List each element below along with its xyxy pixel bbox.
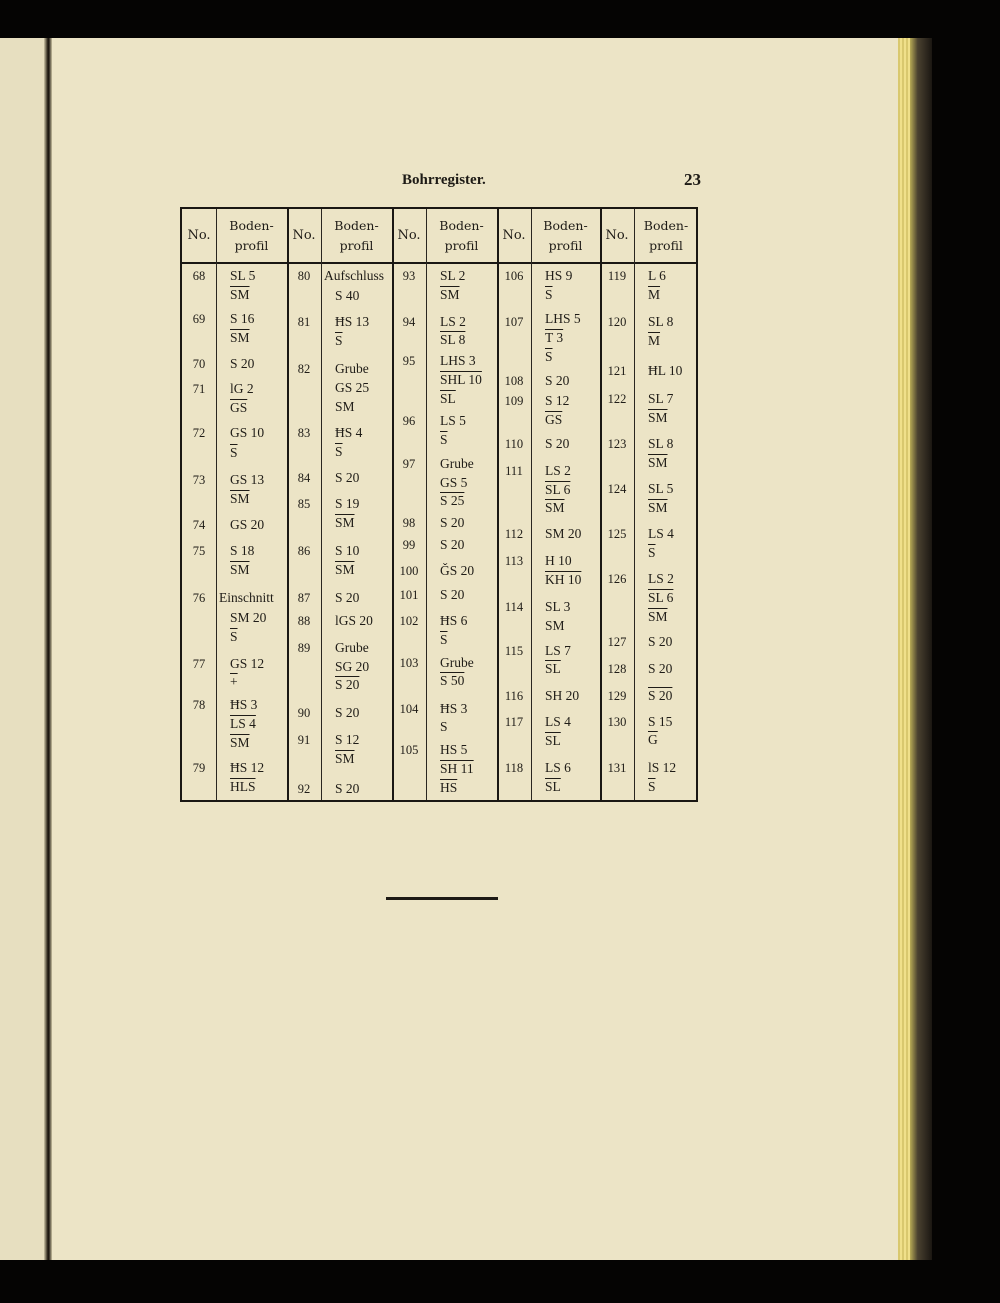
borehole-number: 69 (192, 312, 206, 326)
soil-profile-line: SM (335, 399, 355, 414)
soil-profile-line: SHL 10 (440, 372, 482, 387)
soil-profile-line: $\overline{SM}$ (335, 515, 355, 530)
header-bodenprofil: Boden- profil (543, 217, 588, 253)
soil-profile-line: SL 6 (648, 590, 674, 605)
soil-profile-line: Grube (440, 655, 474, 670)
borehole-number: 98 (402, 516, 416, 530)
page-number: 23 (684, 170, 701, 189)
soil-profile-line: L 6 (648, 268, 666, 283)
soil-profile-line: S (440, 719, 448, 734)
soil-profile-line: S 20 (335, 590, 360, 605)
soil-profile-line: $\overline{SM}$ (648, 609, 668, 624)
borehole-number: 85 (297, 497, 311, 511)
soil-profile-line: GS 25 (335, 380, 370, 395)
borehole-number: 112 (504, 527, 524, 541)
column-separator (634, 209, 635, 800)
soil-profile-line: HS 5 (440, 742, 468, 757)
soil-profile-line: $\overline{SM}$ (230, 287, 250, 302)
borehole-number: 128 (607, 662, 627, 676)
soil-profile-line: LS 4 (230, 716, 256, 731)
borehole-number: 130 (607, 715, 627, 729)
borehole-number: 110 (504, 437, 524, 451)
soil-profile-line: S 18 (230, 543, 255, 558)
header-no: No. (187, 228, 211, 243)
soil-profile-line: S 20 (335, 470, 360, 485)
soil-profile-line: SL 5 (230, 268, 256, 283)
borehole-number: 108 (504, 374, 524, 388)
borehole-number: 125 (607, 527, 627, 541)
column-separator (216, 209, 217, 800)
soil-profile-line: $\overline{HLS}$ (230, 779, 256, 794)
soil-profile-line: lG 2 (230, 381, 254, 396)
header-bodenprofil: Boden- profil (229, 217, 274, 253)
soil-profile-line: $\overline{SM}$ (335, 751, 355, 766)
soil-profile-line: $\overline{GS}$ (230, 400, 248, 415)
soil-profile-line: $\overline{SM}$ (230, 491, 250, 506)
soil-profile-line: HS 9 (545, 268, 573, 283)
header-bodenprofil: Boden- profil (439, 217, 484, 253)
borehole-number: 78 (192, 698, 206, 712)
column-separator (321, 209, 322, 800)
borehole-number: 89 (297, 641, 311, 655)
book-gutter (44, 38, 52, 1260)
borehole-number: 127 (607, 635, 627, 649)
soil-profile-line: SL 5 (648, 481, 674, 496)
borehole-number: 114 (504, 600, 524, 614)
soil-profile-line: ĦS 4 (335, 425, 363, 440)
soil-profile-line: T 3 (545, 330, 564, 345)
soil-profile-line: Grube (335, 640, 369, 655)
borehole-number: 75 (192, 544, 206, 558)
borehole-number: 118 (504, 761, 524, 775)
soil-profile-line: lGS 20 (335, 613, 373, 628)
borehole-number: 73 (192, 473, 206, 487)
soil-profile-line: S 50 (440, 673, 465, 688)
borehole-number: 109 (504, 394, 524, 408)
header-no: No. (502, 228, 526, 243)
borehole-number: 105 (399, 743, 419, 757)
page-stack-edge (898, 38, 910, 1260)
borehole-number: 117 (504, 715, 524, 729)
borehole-number: 97 (402, 457, 416, 471)
borehole-number: 96 (402, 414, 416, 428)
header-no: No. (605, 228, 629, 243)
column-separator (426, 209, 427, 800)
borehole-number: 123 (607, 437, 627, 451)
soil-profile-line: $\overline{M}$ (648, 333, 661, 348)
soil-profile-line: Grube (440, 456, 474, 471)
soil-profile-line: S 20 (335, 781, 360, 796)
column-group-separator (600, 209, 602, 800)
soil-profile-line: S 20 (648, 688, 673, 703)
soil-profile-line: LS 2 (545, 463, 571, 478)
borehole-number: 99 (402, 538, 416, 552)
soil-profile-line: SL 6 (545, 482, 571, 497)
header-bodenprofil: Boden- profil (643, 217, 689, 253)
book-cover-edge (910, 38, 932, 1260)
borehole-number: 84 (297, 471, 311, 485)
soil-profile-line: $\overline{GS}$ (545, 412, 563, 427)
soil-profile-line: $\overline{M}$ (648, 287, 661, 302)
soil-profile-line: $\overline{S}$ (440, 432, 448, 447)
soil-profile-line: $\overline{SM}$ (545, 500, 565, 515)
soil-profile-line: S 20 (440, 587, 465, 602)
borehole-number: 100 (399, 564, 419, 578)
soil-profile-line: $\overline{SM}$ (440, 287, 460, 302)
soil-profile-line: ĦS 12 (230, 760, 265, 775)
soil-profile-line: S 20 (648, 634, 673, 649)
soil-profile-line: LS 6 (545, 760, 571, 775)
borehole-number: 115 (504, 644, 524, 658)
soil-profile-line: $\overline{SM}$ (648, 410, 668, 425)
soil-profile-line: ĦS 3 (230, 697, 258, 712)
soil-profile-line: $\overline{SM}$ (335, 562, 355, 577)
soil-profile-line: S 20 (545, 436, 570, 451)
borehole-number: 70 (192, 357, 206, 371)
soil-profile-line: S 15 (648, 714, 673, 729)
soil-profile-line: Aufschluss (324, 268, 384, 283)
header-bodenprofil: Boden- profil (334, 217, 379, 253)
soil-profile-line: $\overline{SL}$ (440, 391, 456, 406)
soil-profile-line: $\overline{SM}$ (230, 735, 250, 750)
soil-profile-line: SL 7 (648, 391, 674, 406)
header-no: No. (292, 228, 316, 243)
borehole-number: 77 (192, 657, 206, 671)
soil-profile-line: S 20 (335, 705, 360, 720)
soil-profile-line: $\overline{SM}$ (648, 455, 668, 470)
soil-profile-line: ǦS 20 (440, 563, 475, 578)
borehole-number: 82 (297, 362, 311, 376)
soil-profile-line: SM 20 (230, 610, 267, 625)
borehole-register-table (180, 207, 698, 802)
soil-profile-line: GS 20 (230, 517, 265, 532)
soil-profile-line: $\overline{S}$ (335, 333, 343, 348)
borehole-number: 102 (399, 614, 419, 628)
borehole-number: 93 (402, 269, 416, 283)
soil-profile-line: SM (545, 618, 565, 633)
soil-profile-line: H 10 (545, 553, 572, 568)
soil-profile-line: S 10 (335, 543, 360, 558)
borehole-number: 95 (402, 354, 416, 368)
soil-profile-line: SL 8 (648, 436, 674, 451)
soil-profile-line: $\overline{SL}$ (545, 661, 561, 676)
soil-profile-line: LS 2 (440, 314, 466, 329)
header-rule (182, 262, 696, 264)
soil-profile-line: $\overline{SL}$ (545, 733, 561, 748)
soil-profile-line: ĦS 3 (440, 701, 468, 716)
soil-profile-line: $\overline{SM}$ (230, 330, 250, 345)
soil-profile-line: S 16 (230, 311, 255, 326)
soil-profile-line: S 20 (335, 677, 360, 692)
soil-profile-line: SL 3 (545, 599, 571, 614)
borehole-number: 121 (607, 364, 627, 378)
borehole-number: 101 (399, 588, 419, 602)
soil-profile-line: S 12 (545, 393, 570, 408)
soil-profile-line: SG 20 (335, 659, 370, 674)
column-separator (531, 209, 532, 800)
soil-profile-line: $\overline{S}$ (230, 445, 238, 460)
closing-rule (386, 897, 498, 900)
soil-profile-line: LHS 5 (545, 311, 581, 326)
soil-profile-line: $\overline{S}$ (335, 444, 343, 459)
soil-profile-line: LS 7 (545, 643, 571, 658)
borehole-number: 122 (607, 392, 627, 406)
borehole-number: 113 (504, 554, 524, 568)
soil-profile-line: LS 5 (440, 413, 466, 428)
soil-profile-line: Einschnitt (219, 590, 274, 605)
borehole-number: 111 (505, 464, 523, 478)
borehole-number: 83 (297, 426, 311, 440)
soil-profile-line: lS 12 (648, 760, 677, 775)
borehole-number: 124 (607, 482, 627, 496)
soil-profile-line: LHS 3 (440, 353, 476, 368)
soil-profile-line: $\overline{S}$ (545, 287, 553, 302)
soil-profile-line: KH 10 (545, 572, 582, 587)
soil-profile-line: $\overline{SM}$ (648, 500, 668, 515)
soil-profile-line: S 20 (230, 356, 255, 371)
soil-profile-line: $\overline{S}$ (648, 779, 656, 794)
soil-profile-line: LS 4 (648, 526, 674, 541)
borehole-number: 116 (504, 689, 524, 703)
borehole-number: 72 (192, 426, 206, 440)
soil-profile-line: LS 2 (648, 571, 674, 586)
soil-profile-line: SH 11 (440, 761, 474, 776)
borehole-number: 91 (297, 733, 311, 747)
soil-profile-line: GS 13 (230, 472, 265, 487)
borehole-number: 131 (607, 761, 627, 775)
soil-profile-line: ĦS 13 (335, 314, 370, 329)
soil-profile-line: $\overline{HS}$ (440, 780, 458, 795)
borehole-number: 74 (192, 518, 206, 532)
borehole-number: 68 (192, 269, 206, 283)
soil-profile-line: GS 10 (230, 425, 265, 440)
borehole-number: 126 (607, 572, 627, 586)
soil-profile-line: $\overline{G}$ (648, 732, 658, 747)
soil-profile-line: SL 8 (648, 314, 674, 329)
borehole-number: 120 (607, 315, 627, 329)
borehole-number: 103 (399, 656, 419, 670)
soil-profile-line: S 12 (335, 732, 360, 747)
soil-profile-line: S 20 (648, 661, 673, 676)
borehole-number: 88 (297, 614, 311, 628)
borehole-number: 81 (297, 315, 311, 329)
soil-profile-line: + (230, 674, 238, 689)
soil-profile-line: SM 20 (545, 526, 582, 541)
soil-profile-line: SL 8 (440, 332, 466, 347)
soil-profile-line: S 20 (440, 515, 465, 530)
borehole-number: 104 (399, 702, 419, 716)
soil-profile-line: $\overline{S}$ (545, 349, 553, 364)
borehole-number: 107 (504, 315, 524, 329)
soil-profile-line: $\overline{S}$ (648, 545, 656, 560)
borehole-number: 106 (504, 269, 524, 283)
borehole-number: 92 (297, 782, 311, 796)
soil-profile-line: SL 2 (440, 268, 466, 283)
borehole-number: 71 (192, 382, 206, 396)
soil-profile-line: S 19 (335, 496, 360, 511)
soil-profile-line: SH 20 (545, 688, 580, 703)
soil-profile-line: ĦS 6 (440, 613, 468, 628)
column-group-separator (497, 209, 499, 800)
soil-profile-line: ĦL 10 (648, 363, 683, 378)
soil-profile-line: $\overline{S}$ (230, 629, 238, 644)
soil-profile-line: GS 12 (230, 656, 265, 671)
borehole-number: 119 (607, 269, 627, 283)
soil-profile-line: $\overline{SM}$ (230, 562, 250, 577)
soil-profile-line: S 20 (545, 373, 570, 388)
soil-profile-line: LS 4 (545, 714, 571, 729)
borehole-number: 80 (297, 269, 311, 283)
soil-profile-line: S 25 (440, 493, 465, 508)
borehole-number: 129 (607, 689, 627, 703)
borehole-number: 79 (192, 761, 206, 775)
borehole-number: 90 (297, 706, 311, 720)
borehole-number: 86 (297, 544, 311, 558)
soil-profile-line: GS 5 (440, 475, 468, 490)
soil-profile-line: Grube (335, 361, 369, 376)
soil-profile-line: S 20 (440, 537, 465, 552)
soil-profile-line: $\overline{SL}$ (545, 779, 561, 794)
borehole-number: 76 (192, 591, 206, 605)
running-head: Bohrregister. (402, 172, 486, 188)
soil-profile-line: $\overline{S}$ (440, 632, 448, 647)
borehole-number: 94 (402, 315, 416, 329)
borehole-number: 87 (297, 591, 311, 605)
header-no: No. (397, 228, 421, 243)
soil-profile-line: S 40 (335, 288, 360, 303)
